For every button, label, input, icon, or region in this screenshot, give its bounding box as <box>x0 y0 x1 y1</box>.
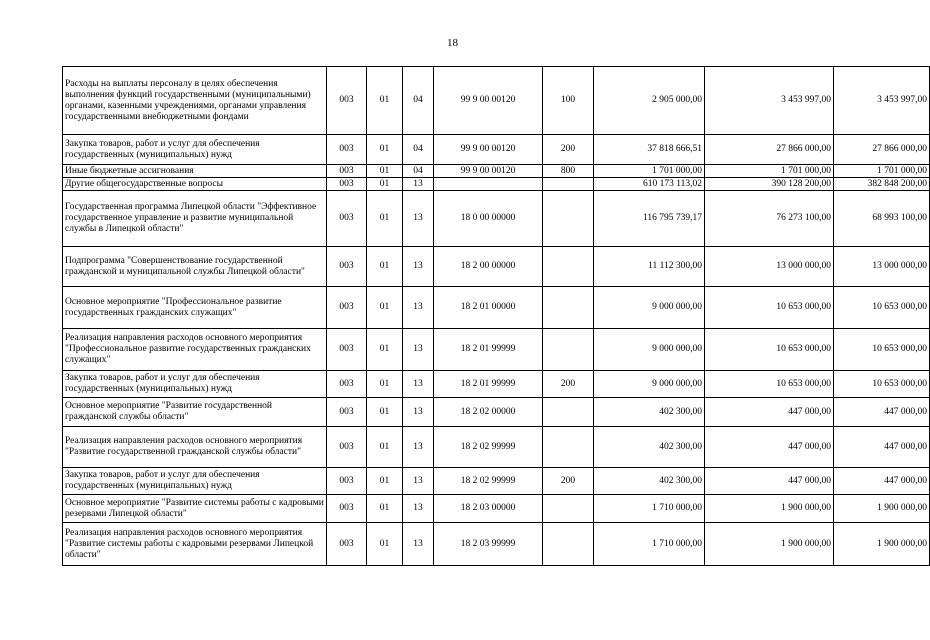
cell-amount-1: 402 300,00 <box>594 427 705 468</box>
table-row <box>63 247 930 287</box>
cell-expense-type <box>543 523 594 566</box>
cell-ministry-code: 003 <box>327 398 367 427</box>
table-row <box>63 468 930 495</box>
cell-amount-1: 1 710 000,00 <box>594 495 705 523</box>
cell-expense-type <box>543 398 594 427</box>
cell-expense-type: 800 <box>543 165 594 178</box>
cell-expense-type: 200 <box>543 371 594 398</box>
table-row <box>63 398 930 427</box>
cell-amount-3: 13 000 000,00 <box>834 247 930 287</box>
cell-section: 01 <box>367 523 403 566</box>
cell-ministry-code: 003 <box>327 247 367 287</box>
cell-ministry-code: 003 <box>327 191 367 247</box>
cell-amount-2: 27 866 000,00 <box>705 135 834 165</box>
cell-subsection: 13 <box>403 287 434 329</box>
cell-description: Другие общегосударственные вопросы <box>63 178 327 191</box>
cell-subsection: 13 <box>403 468 434 495</box>
table-row <box>63 523 930 566</box>
cell-subsection: 04 <box>403 67 434 135</box>
cell-expense-type <box>543 191 594 247</box>
cell-expense-type <box>543 178 594 191</box>
cell-amount-3: 1 900 000,00 <box>834 523 930 566</box>
cell-amount-3: 3 453 997,00 <box>834 67 930 135</box>
table-row <box>63 287 930 329</box>
cell-ministry-code: 003 <box>327 495 367 523</box>
cell-amount-1: 11 112 300,00 <box>594 247 705 287</box>
cell-subsection: 13 <box>403 523 434 566</box>
cell-target-article: 18 0 00 00000 <box>434 191 543 247</box>
cell-expense-type <box>543 287 594 329</box>
table-row <box>63 371 930 398</box>
cell-description: Закупка товаров, работ и услуг для обеспечения государственных (муниципальных) нужд <box>63 371 327 398</box>
cell-amount-3: 382 848 200,00 <box>834 178 930 191</box>
cell-amount-1: 9 000 000,00 <box>594 371 705 398</box>
cell-description: Основное мероприятие "Развитие государственной гражданской службы области" <box>63 398 327 427</box>
cell-section: 01 <box>367 135 403 165</box>
cell-section: 01 <box>367 329 403 371</box>
cell-amount-1: 2 905 000,00 <box>594 67 705 135</box>
cell-target-article: 18 2 02 99999 <box>434 427 543 468</box>
table-row <box>63 427 930 468</box>
table-row <box>63 191 930 247</box>
cell-description: Реализация направления расходов основного мероприятия "Профессиональное развитие государственных гражданских служащих" <box>63 329 327 371</box>
cell-target-article: 18 2 01 99999 <box>434 371 543 398</box>
cell-subsection: 13 <box>403 427 434 468</box>
cell-section: 01 <box>367 495 403 523</box>
cell-ministry-code: 003 <box>327 468 367 495</box>
cell-description: Закупка товаров, работ и услуг для обеспечения государственных (муниципальных) нужд <box>63 468 327 495</box>
cell-amount-3: 447 000,00 <box>834 427 930 468</box>
cell-target-article: 18 2 01 00000 <box>434 287 543 329</box>
cell-description: Иные бюджетные ассигнования <box>63 165 327 178</box>
cell-ministry-code: 003 <box>327 67 367 135</box>
cell-subsection: 04 <box>403 165 434 178</box>
table-row <box>63 495 930 523</box>
cell-amount-1: 402 300,00 <box>594 398 705 427</box>
table-row <box>63 67 930 135</box>
cell-amount-1: 116 795 739,17 <box>594 191 705 247</box>
cell-section: 01 <box>367 287 403 329</box>
cell-expense-type: 200 <box>543 468 594 495</box>
cell-amount-3: 68 993 100,00 <box>834 191 930 247</box>
cell-expense-type <box>543 329 594 371</box>
cell-expense-type: 200 <box>543 135 594 165</box>
cell-amount-3: 1 900 000,00 <box>834 495 930 523</box>
cell-amount-3: 10 653 000,00 <box>834 329 930 371</box>
cell-subsection: 13 <box>403 247 434 287</box>
cell-section: 01 <box>367 191 403 247</box>
cell-target-article: 18 2 00 00000 <box>434 247 543 287</box>
cell-target-article: 99 9 00 00120 <box>434 67 543 135</box>
cell-section: 01 <box>367 427 403 468</box>
cell-amount-3: 10 653 000,00 <box>834 371 930 398</box>
cell-amount-1: 610 173 113,02 <box>594 178 705 191</box>
cell-target-article <box>434 178 543 191</box>
cell-ministry-code: 003 <box>327 329 367 371</box>
table-body <box>63 67 930 566</box>
cell-section: 01 <box>367 247 403 287</box>
cell-subsection: 13 <box>403 495 434 523</box>
cell-amount-2: 1 900 000,00 <box>705 523 834 566</box>
budget-table <box>62 66 930 566</box>
cell-ministry-code: 003 <box>327 427 367 468</box>
cell-description: Реализация направления расходов основного мероприятия "Развитие государственной гражданской службы области" <box>63 427 327 468</box>
cell-target-article: 18 2 02 00000 <box>434 398 543 427</box>
cell-amount-2: 10 653 000,00 <box>705 371 834 398</box>
cell-section: 01 <box>367 178 403 191</box>
cell-amount-2: 1 900 000,00 <box>705 495 834 523</box>
cell-expense-type <box>543 247 594 287</box>
cell-description: Закупка товаров, работ и услуг для обеспечения государственных (муниципальных) нужд <box>63 135 327 165</box>
cell-amount-1: 9 000 000,00 <box>594 329 705 371</box>
cell-target-article: 99 9 00 00120 <box>434 165 543 178</box>
cell-description: Реализация направления расходов основного мероприятия "Развитие системы работы с кадровыми резервами Липецкой области" <box>63 523 327 566</box>
cell-ministry-code: 003 <box>327 135 367 165</box>
cell-description: Основное мероприятие "Развитие системы работы с кадровыми резервами Липецкой области" <box>63 495 327 523</box>
cell-subsection: 13 <box>403 398 434 427</box>
cell-section: 01 <box>367 371 403 398</box>
cell-amount-2: 390 128 200,00 <box>705 178 834 191</box>
table-row <box>63 135 930 165</box>
cell-subsection: 04 <box>403 135 434 165</box>
cell-ministry-code: 003 <box>327 165 367 178</box>
cell-ministry-code: 003 <box>327 287 367 329</box>
cell-subsection: 13 <box>403 191 434 247</box>
cell-subsection: 13 <box>403 371 434 398</box>
cell-amount-1: 1 710 000,00 <box>594 523 705 566</box>
cell-amount-2: 10 653 000,00 <box>705 287 834 329</box>
cell-section: 01 <box>367 398 403 427</box>
cell-amount-2: 76 273 100,00 <box>705 191 834 247</box>
cell-amount-1: 37 818 666,51 <box>594 135 705 165</box>
cell-description: Расходы на выплаты персоналу в целях обеспечения выполнения функций государственными (муниципальными) органами, казенными учреждениями, органами управления государственными внебюджетными фондами <box>63 67 327 135</box>
cell-amount-3: 27 866 000,00 <box>834 135 930 165</box>
cell-amount-2: 1 701 000,00 <box>705 165 834 178</box>
cell-amount-2: 13 000 000,00 <box>705 247 834 287</box>
cell-target-article: 18 2 01 99999 <box>434 329 543 371</box>
cell-amount-2: 10 653 000,00 <box>705 329 834 371</box>
cell-subsection: 13 <box>403 329 434 371</box>
cell-target-article: 18 2 02 99999 <box>434 468 543 495</box>
cell-amount-1: 1 701 000,00 <box>594 165 705 178</box>
cell-amount-3: 10 653 000,00 <box>834 287 930 329</box>
cell-subsection: 13 <box>403 178 434 191</box>
cell-amount-2: 447 000,00 <box>705 468 834 495</box>
cell-expense-type <box>543 495 594 523</box>
cell-amount-2: 3 453 997,00 <box>705 67 834 135</box>
cell-ministry-code: 003 <box>327 523 367 566</box>
cell-ministry-code: 003 <box>327 371 367 398</box>
cell-amount-1: 9 000 000,00 <box>594 287 705 329</box>
cell-ministry-code: 003 <box>327 178 367 191</box>
cell-amount-3: 447 000,00 <box>834 468 930 495</box>
cell-amount-3: 447 000,00 <box>834 398 930 427</box>
cell-amount-1: 402 300,00 <box>594 468 705 495</box>
cell-expense-type: 100 <box>543 67 594 135</box>
cell-amount-3: 1 701 000,00 <box>834 165 930 178</box>
cell-target-article: 18 2 03 99999 <box>434 523 543 566</box>
cell-amount-2: 447 000,00 <box>705 398 834 427</box>
cell-section: 01 <box>367 165 403 178</box>
table-row <box>63 178 930 191</box>
cell-section: 01 <box>367 67 403 135</box>
cell-description: Основное мероприятие "Профессиональное развитие государственных гражданских служащих" <box>63 287 327 329</box>
cell-target-article: 18 2 03 00000 <box>434 495 543 523</box>
cell-amount-2: 447 000,00 <box>705 427 834 468</box>
page-number: 18 <box>447 37 458 49</box>
table-row <box>63 165 930 178</box>
cell-section: 01 <box>367 468 403 495</box>
cell-description: Государственная программа Липецкой области "Эффективное государственное управление и развитие муниципальной службы в Липецкой области" <box>63 191 327 247</box>
cell-target-article: 99 9 00 00120 <box>434 135 543 165</box>
cell-description: Подпрограмма "Совершенствование государственной гражданской и муниципальной службы Липецкой области" <box>63 247 327 287</box>
table-row <box>63 329 930 371</box>
cell-expense-type <box>543 427 594 468</box>
